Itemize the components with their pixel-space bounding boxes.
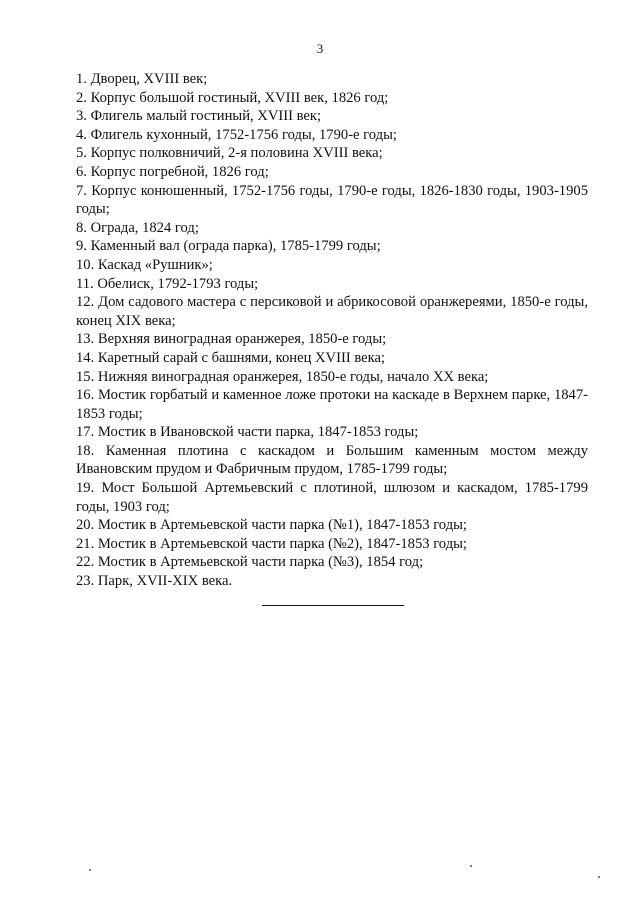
list-item: 10. Каскад «Рушник»; (76, 256, 213, 273)
list-item: 15. Нижняя виноградная оранжерея, 1850-е годы, начало XX века; (76, 368, 489, 385)
list-item: 17. Мостик в Ивановской части парка, 1847-1853 годы; (76, 424, 419, 441)
list-item: 12. Дом садового мастера с персиковой и абрикосовой оранжереями, 1850-е годы, конец XIX века; (76, 294, 588, 329)
list-item: 9. Каменный вал (ограда парка), 1785-1799 годы; (76, 238, 381, 255)
list-item: 22. Мостик в Артемьевской части парка (№3), 1854 год; (76, 554, 424, 571)
list-item: 11. Обелиск, 1792-1793 годы; (76, 275, 259, 292)
list-item: 8. Ограда, 1824 год; (76, 219, 199, 236)
list-item: 13. Верхняя виноградная оранжерея, 1850-е годы; (76, 331, 387, 348)
list-item: 5. Корпус полковничий, 2-я половина XVIII века; (76, 145, 383, 162)
list-item: 6. Корпус погребной, 1826 год; (76, 163, 269, 180)
list-item: 16. Мостик горбатый и каменное ложе протоки на каскаде в Верхнем парке, 1847-1853 годы; (76, 387, 588, 422)
list-item: 20. Мостик в Артемьевской части парка (№1), 1847-1853 годы; (76, 517, 467, 534)
list-item: 19. Мост Большой Артемьевский с плотиной, шлюзом и каскадом, 1785-1799 годы, 1903 год; (76, 480, 588, 515)
scan-speck (598, 876, 600, 878)
scan-speck (89, 869, 91, 871)
scan-speck (470, 865, 472, 867)
list-item: 23. Парк, XVII-XIX века. (76, 573, 233, 590)
monument-list (76, 70, 588, 591)
list-item: 7. Корпус конюшенный, 1752-1756 годы, 1790-е годы, 1826-1830 годы, 1903-1905 годы; (76, 182, 588, 218)
list-item: 1. Дворец, XVIII век; (76, 71, 208, 87)
list-item: 14. Каретный сарай с башнями, конец XVIII века; (76, 349, 386, 366)
list-item: 21. Мостик в Артемьевской части парка (№2), 1847-1853 годы; (76, 535, 467, 552)
list-item: 4. Флигель кухонный, 1752-1756 годы, 1790-е годы; (76, 126, 397, 143)
page-number: 3 (316, 41, 324, 56)
list-item: 2. Корпус большой гостиный, XVIII век, 1826 год; (76, 89, 389, 106)
list-item: 18. Каменная плотина с каскадом и Большим каменным мостом между Ивановским прудом и Фабричным прудом, 1785-1799 годы; (76, 442, 588, 478)
end-separator-line (262, 605, 404, 606)
list-item: 3. Флигель малый гостиный, XVIII век; (76, 108, 322, 125)
